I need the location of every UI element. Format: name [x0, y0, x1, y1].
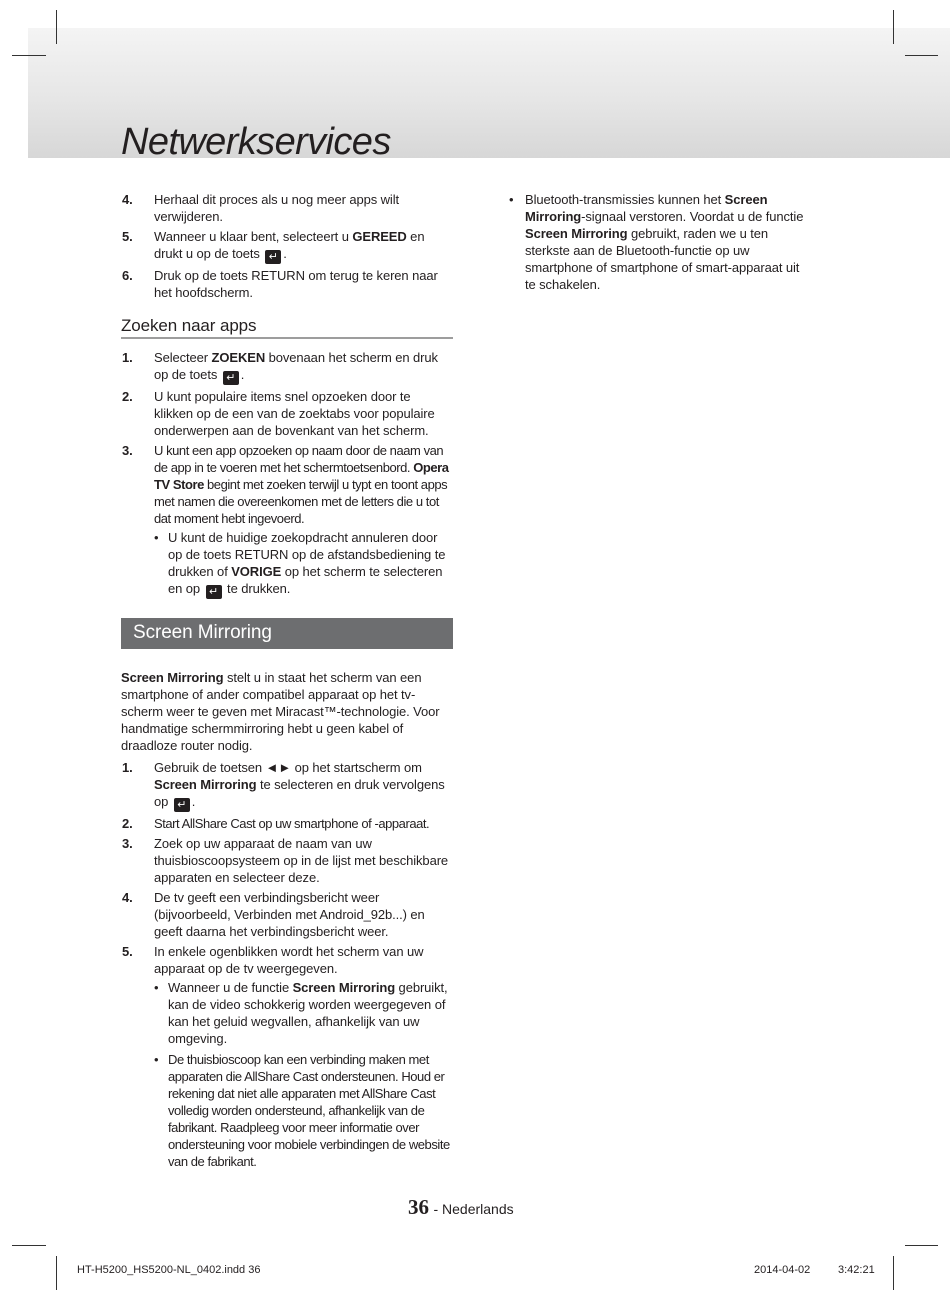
search-step-list — [121, 349, 453, 599]
list-item — [121, 815, 453, 832]
list-item — [121, 943, 453, 1170]
bullet-text: Wanneer u de functie Screen Mirroring gebruikt, kan de video schokkerig worden weergegeven of kan het geluid wegvallen, afhankelijk van uw omgeving. — [168, 980, 448, 1046]
step-text: Start AllShare Cast op uw smartphone of -apparaat. — [154, 816, 430, 831]
step-text: Zoek op uw apparaat de naam van uw thuisbioscoopsysteem op in de lijst met beschikbare apparaten en selecteer deze. — [154, 836, 449, 885]
crop-mark — [893, 10, 894, 44]
step-number: 4. — [122, 890, 133, 905]
bullet-text: U kunt de huidige zoekopdracht annuleren door op de toets RETURN op de afstandsbediening te drukken of VORIGE op het scherm te selecteren en op ↵ te drukken. — [168, 530, 446, 598]
list-item — [121, 267, 453, 301]
section-heading-search: Zoeken naar apps — [121, 317, 453, 339]
note-list — [154, 529, 453, 599]
bullet-dot: • — [154, 1052, 159, 1067]
mirroring-intro: Screen Mirroring stelt u in staat het scherm van een smartphone of ander compatibel apparaat op het tv-scherm weer te geven met Miracast™-technologie. Voor handmatige schermmirroring hebt u geen kabel of draadloze router nodig. — [121, 670, 440, 753]
page-footer — [408, 1195, 514, 1220]
step-number: 4. — [122, 192, 133, 207]
bullet-dot: • — [154, 980, 159, 995]
crop-mark — [12, 55, 46, 56]
slug-date: 2014-04-02 — [754, 1264, 811, 1276]
bullet-item — [154, 529, 453, 599]
bullet-dot: • — [154, 530, 159, 545]
step-number: 2. — [122, 389, 133, 404]
enter-button-icon: ↵ — [265, 250, 281, 264]
left-column — [121, 191, 453, 1174]
enter-button-icon: ↵ — [223, 371, 239, 385]
list-item — [121, 349, 453, 385]
page-number: 36 — [408, 1195, 429, 1219]
step-number: 5. — [122, 229, 133, 244]
crop-mark — [12, 1245, 46, 1246]
step-number: 3. — [122, 443, 133, 458]
step-text: U kunt een app opzoeken op naam door de naam van de app in te voeren met het schermtoetsenbord. Opera TV Store begint met zoeken terwijl u typt en toont apps met namen die overeenkomen met de letters die u tot dat moment hebt ingevoerd. — [154, 443, 449, 526]
enter-button-icon: ↵ — [174, 798, 190, 812]
step-number: 1. — [122, 760, 133, 775]
note-list — [154, 979, 453, 1170]
bullet-item — [509, 191, 809, 293]
list-item — [121, 889, 453, 940]
step-number: 3. — [122, 836, 133, 851]
page-language: - Nederlands — [433, 1201, 514, 1217]
step-text: Druk op de toets RETURN om terug te keren naar het hoofdscherm. — [154, 268, 438, 300]
bullet-dot: • — [509, 192, 514, 207]
bullet-text: De thuisbioscoop kan een verbinding maken met apparaten die AllShare Cast ondersteunen. Houd er rekening dat niet alle apparaten met AllShare Cast volledig worden ondersteund, afhankelijk van de fabrikant. Raadpleeg voor meer informatie over ondersteuning voor mobiele verbindingen de website van de fabrikant. — [168, 1052, 450, 1169]
list-item — [121, 228, 453, 264]
bullet-item — [154, 979, 453, 1047]
top-step-list — [121, 191, 453, 301]
step-number: 1. — [122, 350, 133, 365]
mirroring-step-list — [121, 759, 453, 1170]
step-text: U kunt populaire items snel opzoeken door te klikken op de een van de zoektabs voor populaire onderwerpen aan de bovenkant van het scherm. — [154, 389, 435, 438]
right-column — [509, 191, 809, 297]
step-number: 5. — [122, 944, 133, 959]
slug-time: 3:42:21 — [838, 1264, 875, 1276]
enter-button-icon: ↵ — [206, 585, 222, 599]
right-note-list — [509, 191, 809, 293]
list-item — [121, 191, 453, 225]
step-number: 2. — [122, 816, 133, 831]
crop-mark — [56, 10, 57, 44]
step-text: Gebruik de toetsen ◄► op het startscherm om Screen Mirroring te selecteren en druk vervolgens op ↵ . — [154, 760, 445, 811]
bullet-text: Bluetooth-transmissies kunnen het Screen Mirroring-signaal verstoren. Voordat u de functie Screen Mirroring gebruikt, raden we u ten sterkste aan de Bluetooth-functie op uw smartphone of smartphone of smart-apparaat uit te schakelen. — [525, 192, 804, 292]
crop-mark — [905, 55, 938, 56]
slug-filename: HT-H5200_HS5200-NL_0402.indd 36 — [77, 1264, 261, 1276]
step-number: 6. — [122, 268, 133, 283]
crop-mark — [56, 1256, 57, 1290]
list-item — [121, 835, 453, 886]
step-text: Selecteer ZOEKEN bovenaan het scherm en druk op de toets ↵ . — [154, 350, 438, 384]
crop-mark — [905, 1245, 938, 1246]
list-item — [121, 388, 453, 439]
section-heading-screen-mirroring: Screen Mirroring — [121, 618, 453, 649]
page-title: Netwerkservices — [121, 121, 391, 163]
list-item — [121, 759, 453, 812]
crop-mark — [893, 1256, 894, 1290]
step-text: Wanneer u klaar bent, selecteert u GEREED en drukt u op de toets ↵ . — [154, 229, 425, 263]
step-text: De tv geeft een verbindingsbericht weer (bijvoorbeeld, Verbinden met Android_92b...) en geeft daarna het verbindingsbericht weer. — [154, 890, 425, 939]
bullet-item — [154, 1051, 453, 1170]
list-item — [121, 442, 453, 599]
step-text: In enkele ogenblikken wordt het scherm van uw apparaat op de tv weergegeven. — [154, 944, 424, 976]
step-text: Herhaal dit proces als u nog meer apps wilt verwijderen. — [154, 192, 399, 224]
